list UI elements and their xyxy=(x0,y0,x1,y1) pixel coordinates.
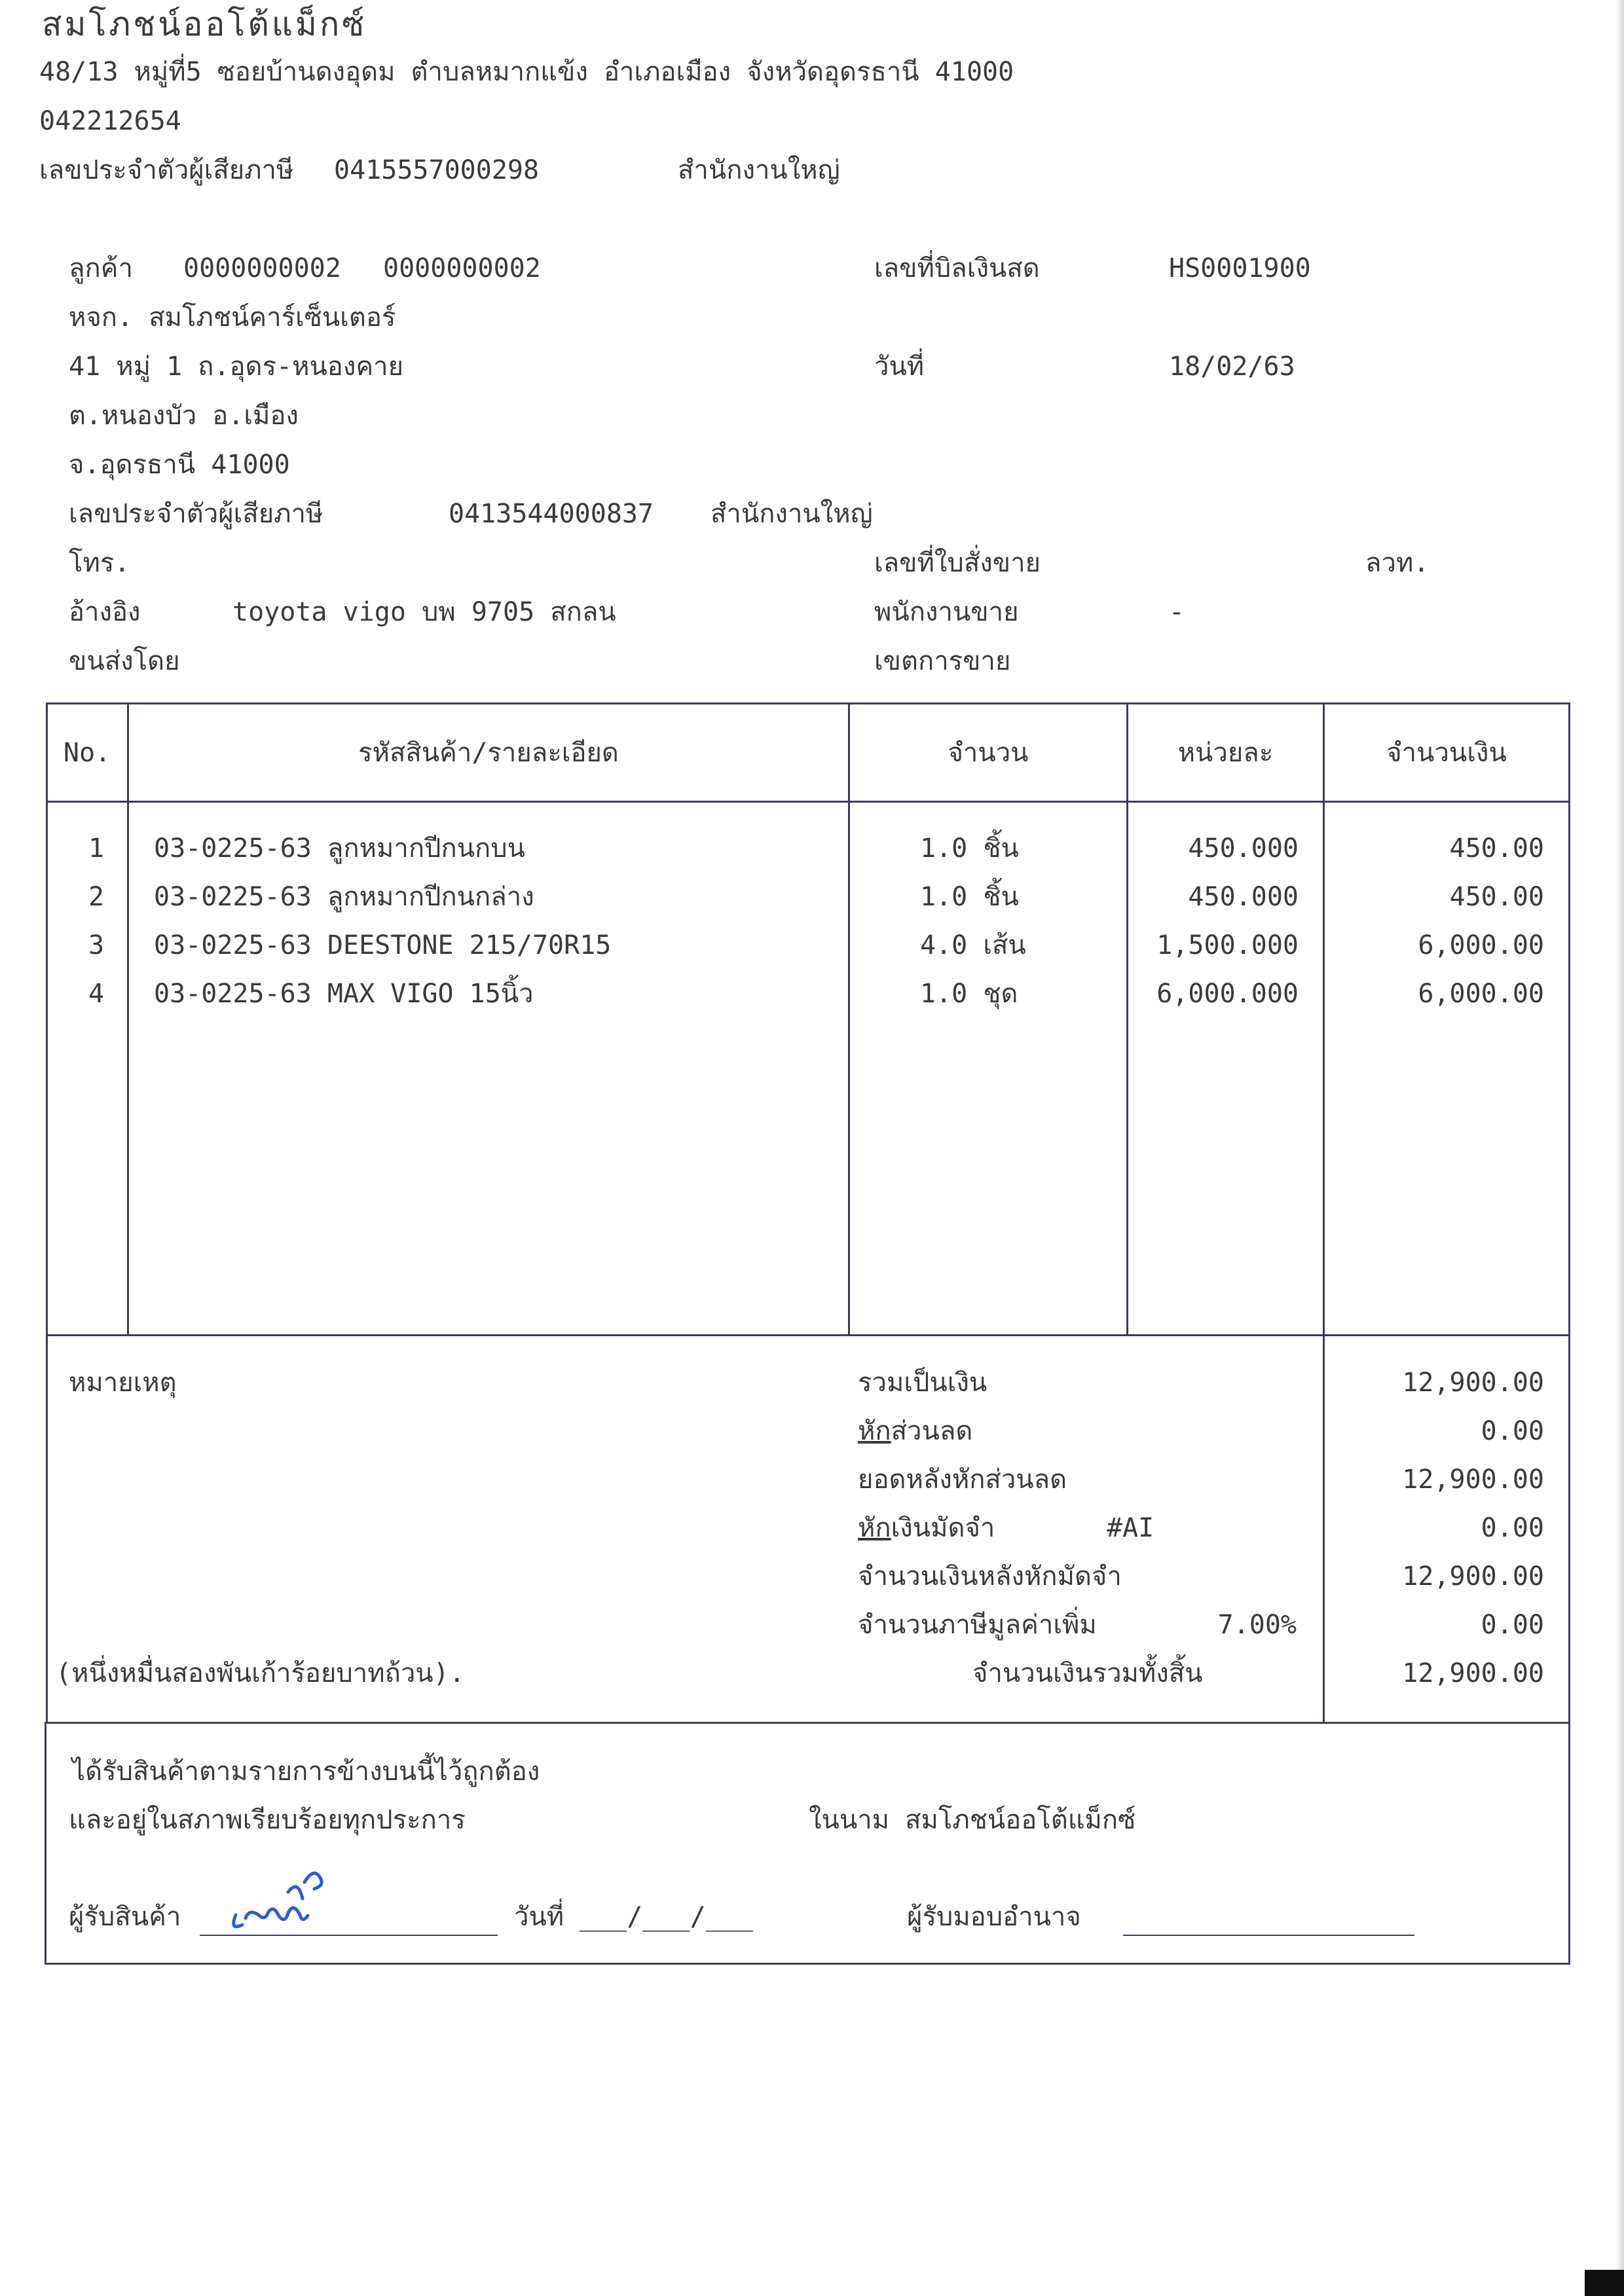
header-unit-price: หน่วยละ xyxy=(1177,738,1274,768)
header-quantity: จำนวน xyxy=(948,738,1029,768)
receive-date-blank: ___/___/___ xyxy=(580,1902,753,1932)
subtotal-label: รวมเป็นเงิน xyxy=(858,1368,987,1398)
sales-order-label: เลขที่ใบสั่งขาย xyxy=(874,548,1041,578)
customer-address-3: จ.อุดรธานี 41000 xyxy=(69,450,290,480)
deposit-label-rest: เงินมัดจำ xyxy=(891,1513,995,1543)
row-amount: 6,000.00 xyxy=(1418,930,1544,960)
amount-in-words: (หนึ่งหมื่นสองพันเก้าร้อยบาทถ้วน). xyxy=(56,1658,465,1688)
header-no: No. xyxy=(63,738,111,768)
grand-total-value: 12,900.00 xyxy=(1402,1658,1544,1688)
customer-tax-id: 0413544000837 xyxy=(449,499,654,529)
customer-address-1: 41 หมู่ 1 ถ.อุดร-หนองคาย xyxy=(69,352,404,382)
customer-code-1: 0000000002 xyxy=(183,253,341,283)
grand-total-label: จำนวนเงินรวมทั้งสิ้น xyxy=(972,1658,1203,1688)
salesperson-label: พนักงานขาย xyxy=(874,597,1019,627)
scan-corner-mark xyxy=(1585,2270,1624,2296)
row-no: 4 xyxy=(88,979,105,1009)
row-no: 2 xyxy=(88,882,105,912)
scan-edge-shadow xyxy=(1615,0,1624,2296)
row-description: 03-0225-63 MAX VIGO 15นิ้ว xyxy=(154,979,534,1009)
row-quantity: 1.0 ชิ้น xyxy=(920,833,1019,864)
shipping-label: ขนส่งโดย xyxy=(69,646,180,676)
row-quantity: 4.0 เส้น xyxy=(920,930,1026,960)
reference-label: อ้างอิง xyxy=(69,597,141,627)
deposit-label xyxy=(858,1515,995,1541)
vat-label: จำนวนภาษีมูลค่าเพิ่ม xyxy=(858,1610,1097,1640)
receiver-signature xyxy=(223,1853,341,1938)
customer-tax-label: เลขประจำตัวผู้เสียภาษี xyxy=(69,499,323,529)
row-unit-price: 450.000 xyxy=(1188,833,1299,864)
salesperson-value: - xyxy=(1169,597,1185,627)
discount-value: 0.00 xyxy=(1481,1416,1544,1446)
seller-branch: สำนักงานใหญ่ xyxy=(678,155,840,185)
reference-value: toyota vigo บพ 9705 สกลน xyxy=(232,597,616,627)
row-quantity: 1.0 ชิ้น xyxy=(920,882,1019,912)
received-statement-2: และอยู่ในสภาพเรียบร้อยทุกประการ xyxy=(69,1805,466,1835)
after-deposit-value: 12,900.00 xyxy=(1402,1561,1544,1592)
authorized-signature-line xyxy=(1123,1935,1414,1936)
deposit-code: #AI xyxy=(1107,1513,1154,1543)
seller-address: 48/13 หมู่ที่5 ซอยบ้านดงอุดม ตำบลหมากแข้ง อำเภอเมือง จังหวัดอุดรธานี 41000 xyxy=(39,57,1014,87)
bill-no: HS0001900 xyxy=(1169,253,1311,283)
customer-label: ลูกค้า xyxy=(69,253,133,283)
sales-area-label: เขตการขาย xyxy=(874,646,1011,676)
row-unit-price: 450.000 xyxy=(1188,882,1299,912)
row-amount: 450.00 xyxy=(1449,882,1544,912)
after-discount-label: ยอดหลังหักส่วนลด xyxy=(858,1465,1067,1495)
row-no: 1 xyxy=(88,833,105,864)
seller-phone: 042212654 xyxy=(39,106,181,136)
header-amount: จำนวนเงิน xyxy=(1386,738,1507,768)
row-description: 03-0225-63 DEESTONE 215/70R15 xyxy=(154,930,612,960)
remark-label: หมายเหตุ xyxy=(69,1368,177,1398)
customer-phone-label: โทร. xyxy=(69,548,130,578)
deposit-value: 0.00 xyxy=(1481,1513,1544,1543)
row-quantity: 1.0 ชุด xyxy=(920,979,1018,1009)
row-amount: 450.00 xyxy=(1449,833,1544,864)
discount-label-underlined: หัก xyxy=(858,1416,891,1446)
customer-name: หจก. สมโภชน์คาร์เซ็นเตอร์ xyxy=(69,302,396,333)
row-no: 3 xyxy=(88,930,105,960)
seller-tax-id: 0415557000298 xyxy=(334,155,540,185)
seller-tax-label: เลขประจำตัวผู้เสียภาษี xyxy=(39,155,294,185)
row-description: 03-0225-63 ลูกหมากปีกนกบน xyxy=(154,833,525,864)
sales-order-value: ลวท. xyxy=(1365,548,1430,578)
row-unit-price: 1,500.000 xyxy=(1156,930,1299,960)
date-label: วันที่ xyxy=(874,352,925,382)
after-discount-value: 12,900.00 xyxy=(1402,1465,1544,1495)
row-description: 03-0225-63 ลูกหมากปีกนกล่าง xyxy=(154,882,534,912)
vat-rate: 7.00% xyxy=(1217,1610,1297,1640)
row-unit-price: 6,000.000 xyxy=(1156,979,1299,1009)
after-deposit-label: จำนวนเงินหลังหักมัดจำ xyxy=(858,1561,1122,1592)
header-description: รหัสสินค้า/รายละเอียด xyxy=(358,738,619,768)
on-behalf-of: ในนาม สมโภชน์ออโต้แม็กซ์ xyxy=(809,1805,1136,1835)
receive-date-label: วันที่ xyxy=(514,1902,564,1932)
customer-branch: สำนักงานใหญ่ xyxy=(710,499,873,529)
deposit-label-underlined: หัก xyxy=(858,1513,891,1543)
discount-label-rest: ส่วนลด xyxy=(891,1416,973,1446)
date-value: 18/02/63 xyxy=(1169,352,1295,382)
row-amount: 6,000.00 xyxy=(1418,979,1544,1009)
seller-name: สมโภชน์ออโต้แม็กซ์ xyxy=(42,5,367,43)
bill-no-label: เลขที่บิลเงินสด xyxy=(874,253,1040,283)
received-statement-1: ได้รับสินค้าตามรายการข้างบนนี้ไว้ถูกต้อง xyxy=(72,1757,540,1787)
customer-code-2: 0000000002 xyxy=(383,253,541,283)
authorized-label: ผู้รับมอบอำนาจ xyxy=(907,1902,1081,1932)
vat-value: 0.00 xyxy=(1481,1610,1544,1640)
discount-label xyxy=(858,1418,972,1444)
customer-address-2: ต.หนองบัว อ.เมือง xyxy=(69,401,299,431)
receiver-label: ผู้รับสินค้า xyxy=(69,1902,181,1932)
subtotal-value: 12,900.00 xyxy=(1402,1368,1544,1398)
